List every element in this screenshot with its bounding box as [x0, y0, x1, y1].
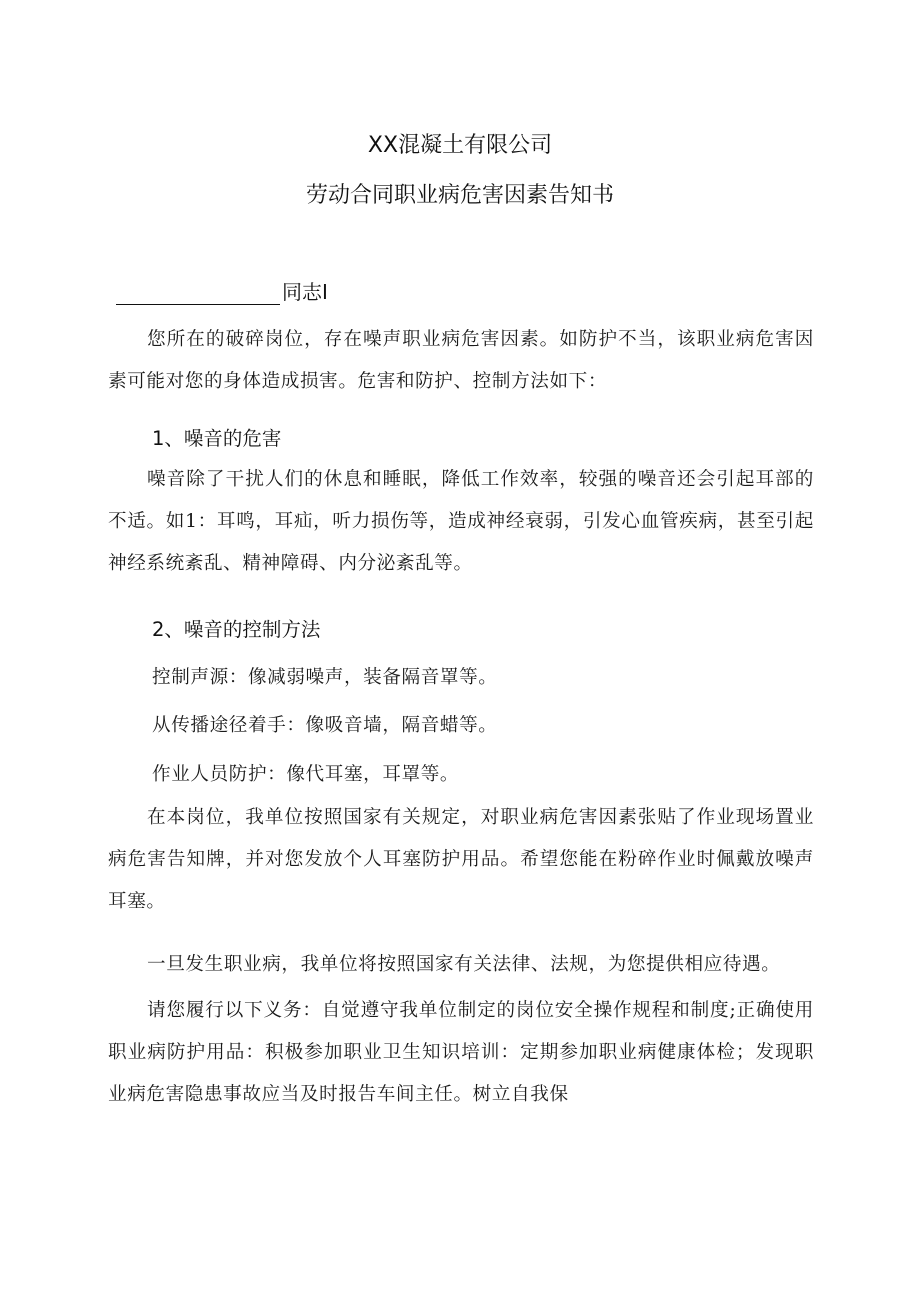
- section-1-paragraph: 噪音除了干扰人们的休息和睡眠，降低工作效率，较强的噪音还会引起耳部的不适。如1：耳鸣，耳疝，听力损伤等，造成神经衰弱，引发心血管疾病，甚至引起神经系统紊乱、精神障碍、内分泌紊乱等。: [108, 469, 814, 574]
- control-personal-line: 作业人员防护：像代耳塞，耳罩等。: [152, 764, 460, 785]
- section-1-heading: 1、噪音的危害: [152, 427, 282, 450]
- control-path-line: 从传播途径着手：像吸音墙，隔音蜡等。: [152, 715, 498, 736]
- obligations-paragraph: 请您履行以下义务：自觉遵守我单位制定的岗位安全操作规程和制度;正确使用职业病防护用品：积极参加职业卫生知识培训：定期参加职业病健康体检；发现职业病危害隐患事故应当及时报告车间主任。树立自我保: [108, 1000, 814, 1105]
- document-title: 劳动合同职业病危害因素告知书: [305, 183, 614, 208]
- salutation-text: 同志I: [282, 280, 328, 304]
- control-source-line: 控制声源：像减弱噪声，装备隔音罩等。: [152, 667, 498, 688]
- company-title: XX混凝土有限公司: [367, 133, 553, 158]
- post-measures-paragraph: 在本岗位，我单位按照国家有关规定，对职业病危害因素张贴了作业现场置业病危害告知牌，并对您发放个人耳塞防护用品。希望您能在粉碎作业时佩戴放噪声耳塞。: [108, 807, 814, 912]
- treatment-paragraph: 一旦发生职业病，我单位将按照国家有关法律、法规，为您提供相应待遇。: [147, 954, 781, 975]
- salutation-line: [116, 276, 328, 305]
- name-blank: [116, 280, 280, 305]
- section-2-heading: 2、噪音的控制方法: [152, 618, 321, 641]
- intro-paragraph: 您所在的破碎岗位，存在噪声职业病危害因素。如防护不当，该职业病危害因素可能对您的身体造成损害。危害和防护、控制方法如下：: [108, 329, 814, 392]
